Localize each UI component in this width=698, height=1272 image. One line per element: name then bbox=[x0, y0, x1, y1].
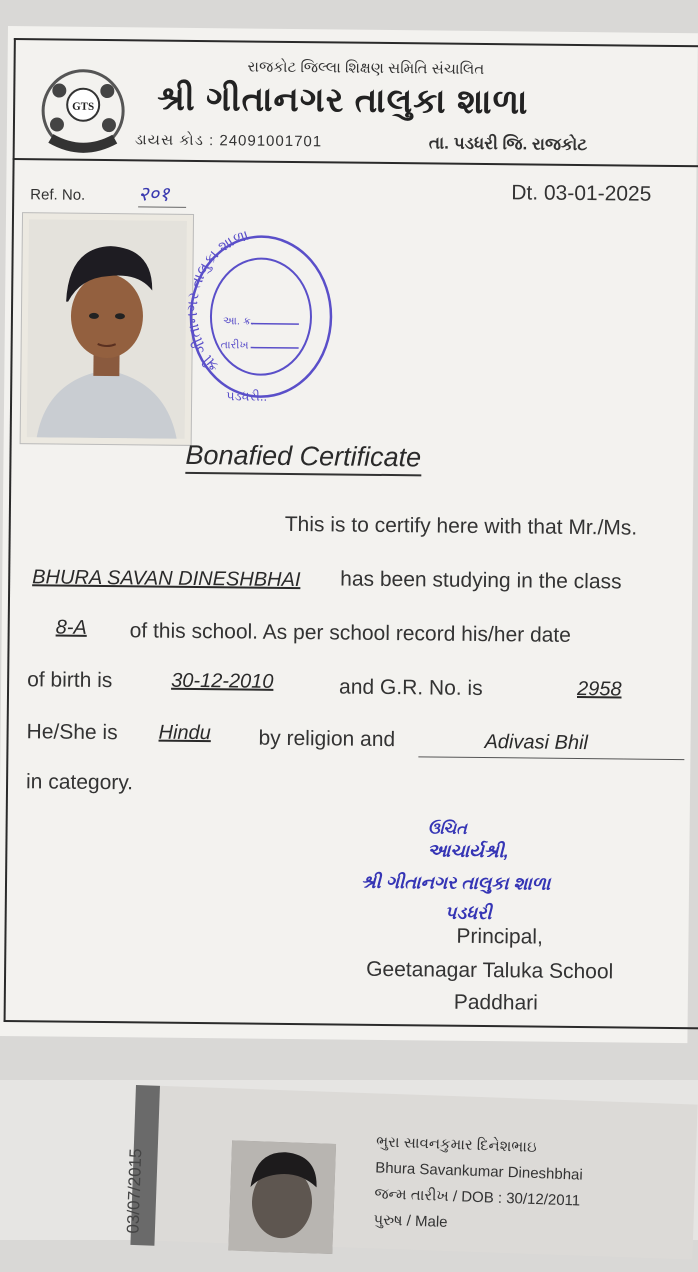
school-seal bbox=[180, 216, 342, 408]
certificate-date: Dt. 03-01-2025 bbox=[511, 181, 652, 206]
school-logo bbox=[37, 64, 130, 157]
studying-text: has been studying in the class bbox=[340, 567, 622, 594]
dob-value: 30-12-2010 bbox=[171, 669, 274, 693]
seal-line-1: આ. ક્ર. bbox=[222, 315, 254, 328]
ref-label: Ref. No. bbox=[30, 186, 86, 204]
ref-number: २०१ bbox=[138, 179, 186, 208]
dise-code: ડાયસ કોડ : 24091001701 bbox=[134, 131, 323, 151]
category-value: Adivasi Bhil bbox=[484, 731, 589, 755]
id-card bbox=[123, 1085, 698, 1260]
principal-stamp-place: પડધરી bbox=[444, 902, 492, 924]
card-name-gujarati: ભુરા સાવનકુમાર દિનેશભાઇ bbox=[375, 1133, 537, 1157]
class-value: 8-A bbox=[55, 616, 87, 639]
dob-label: of birth is bbox=[27, 668, 113, 693]
card-photo bbox=[228, 1140, 336, 1254]
certificate-sheet bbox=[0, 26, 698, 1043]
category-suffix: in category. bbox=[25, 770, 134, 795]
managing-body: રાજકોટ જિલ્લા શિક્ષણ સમિતિ સંચાલિત bbox=[247, 58, 485, 78]
certify-line: This is to certify here with that Mr./Ms. bbox=[284, 512, 638, 540]
card-gender: પુરુષ / Male bbox=[373, 1211, 448, 1231]
card-dob: જન્મ તારીખ / DOB : 30/12/2011 bbox=[374, 1185, 581, 1210]
seal-bottom: પડધરી.. bbox=[226, 388, 268, 404]
card-name-english: Bhura Savankumar Dineshbhai bbox=[374, 1159, 584, 1184]
seal-line-2: તારીખ bbox=[220, 339, 249, 352]
principal-stamp-school: શ્રી ગીતાનગર તાલુકા શાળા bbox=[360, 871, 551, 894]
religion-value: Hindu bbox=[158, 721, 211, 745]
gr-label: and G.R. No. is bbox=[338, 675, 483, 701]
card-issue-date: 03/07/2015 bbox=[123, 1148, 146, 1234]
logo-text: GTS bbox=[72, 100, 95, 113]
religion-suffix: by religion and bbox=[258, 726, 396, 752]
school-name: શ્રી ગીતાનગર તાલુકા શાળા bbox=[157, 79, 529, 122]
principal-stamp-title: આચાર્યશ્રી, bbox=[427, 840, 509, 862]
principal-place: Paddhari bbox=[453, 990, 538, 1015]
principal-designation: Principal, bbox=[456, 924, 543, 949]
student-name: BHURA SAVAN DINESHBHAI bbox=[32, 566, 301, 592]
school-record-text: of this school. As per school record his/her date bbox=[129, 619, 572, 647]
svg-text:શ્રી ગીતાનગર તાલુકા શાળા bbox=[183, 226, 251, 375]
religion-label: He/She is bbox=[26, 720, 118, 745]
student-photo bbox=[20, 212, 194, 446]
principal-school: Geetanagar Taluka School bbox=[366, 957, 614, 984]
certificate-title: Bonafied Certificate bbox=[185, 440, 421, 476]
seal-ring-text: શ્રી ગીતાનગર તાલુકા શાળા bbox=[183, 226, 252, 376]
gr-number: 2958 bbox=[576, 677, 622, 701]
taluka-district: તા. પડધરી જિ. રાજકોટ bbox=[428, 133, 588, 155]
signature-scribble: ઉચિત bbox=[427, 820, 467, 838]
